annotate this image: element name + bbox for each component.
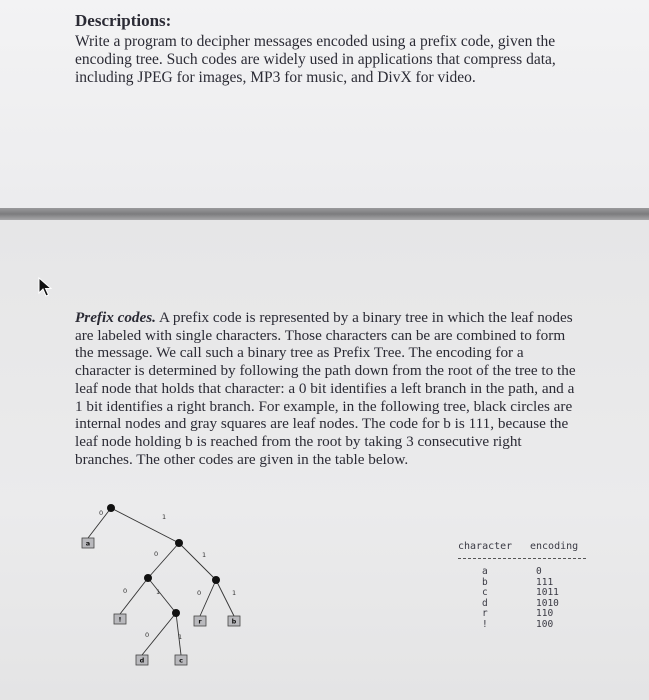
encoding-table-header: [458, 541, 593, 555]
internal-node: [144, 574, 152, 582]
character-cell: c: [482, 587, 488, 598]
encoding-cell: 1011: [536, 587, 559, 598]
tree-edge: [216, 580, 237, 616]
mouse-pointer-icon: [38, 277, 54, 302]
character-column-header: character: [458, 541, 513, 552]
encoding-cell: 111: [536, 576, 554, 588]
character-cell: d: [482, 597, 488, 609]
tree-edge: [111, 508, 179, 543]
internal-node: [212, 576, 220, 584]
encoding-column-header: encoding: [530, 541, 579, 552]
edge-label: 0: [145, 631, 150, 639]
edge-label: 0: [99, 509, 104, 517]
section-divider: [0, 208, 649, 220]
tree-edge: [148, 543, 179, 578]
leaf-label: d: [139, 656, 145, 665]
edge-label: 0: [154, 550, 159, 558]
character-cell: r: [482, 608, 488, 619]
description-panel: [0, 0, 649, 208]
encoding-cell: 100: [536, 618, 554, 630]
internal-node: [172, 609, 180, 617]
descriptions-heading: Descriptions:: [75, 11, 172, 30]
prefix-tree-diagram: [76, 500, 256, 680]
leaf-label: r: [198, 617, 202, 626]
prefix-codes-paragraph: [75, 309, 580, 468]
edge-label: 1: [202, 551, 207, 559]
tree-edge: [148, 578, 176, 613]
tree-edge: [120, 578, 148, 614]
leaf-label: c: [179, 656, 183, 665]
prefix-codes-text: A prefix code is represented by a binary tree in which the leaf nodes are labeled with single characters. Those characters can be are combined to form the message. We call such a binary tree as Prefix Tree. The encoding for a character is determined by following the path down from the root of the tree to the leaf node that holds that character: a 0 bit identifies a left branch in the path, and a 1 bit identifies a right branch. For example, in the following tree, black circles are internal nodes and gray squares are leaf nodes. The code for b is 111, because the leaf node holding b is reached from the root by taking 3 consecutive right branches. The other codes are given in the table below.: [75, 309, 576, 468]
descriptions-body: Write a program to decipher messages encoded using a prefix code, given the encoding tree. Such codes are widely used in applications that compress data, including JPEG for images, MP3 for music, and DivX for video.: [75, 33, 556, 86]
character-cell: a: [482, 566, 488, 577]
edge-label: 0: [123, 587, 128, 595]
encoding-cell: 0: [536, 566, 542, 577]
tree-edge: [200, 580, 216, 616]
prefix-codes-term: Prefix codes.: [75, 309, 156, 326]
edge-label: 1: [232, 589, 237, 597]
character-cell: b: [482, 576, 488, 588]
edge-label: 1: [156, 588, 161, 596]
internal-node: [107, 504, 115, 512]
internal-node: [175, 539, 183, 547]
leaf-label: b: [231, 617, 237, 626]
leaf-label: !: [118, 615, 122, 624]
character-cell: !: [482, 618, 488, 630]
leaf-label: a: [85, 539, 91, 548]
tree-edge: [179, 543, 216, 580]
edge-label: 1: [178, 633, 183, 641]
encoding-cell: 110: [536, 608, 554, 619]
edge-label: 1: [162, 513, 167, 521]
table-divider: [458, 558, 586, 559]
encoding-table: [458, 541, 593, 630]
encoding-cell: 1010: [536, 597, 559, 609]
edge-label: 0: [197, 589, 202, 597]
